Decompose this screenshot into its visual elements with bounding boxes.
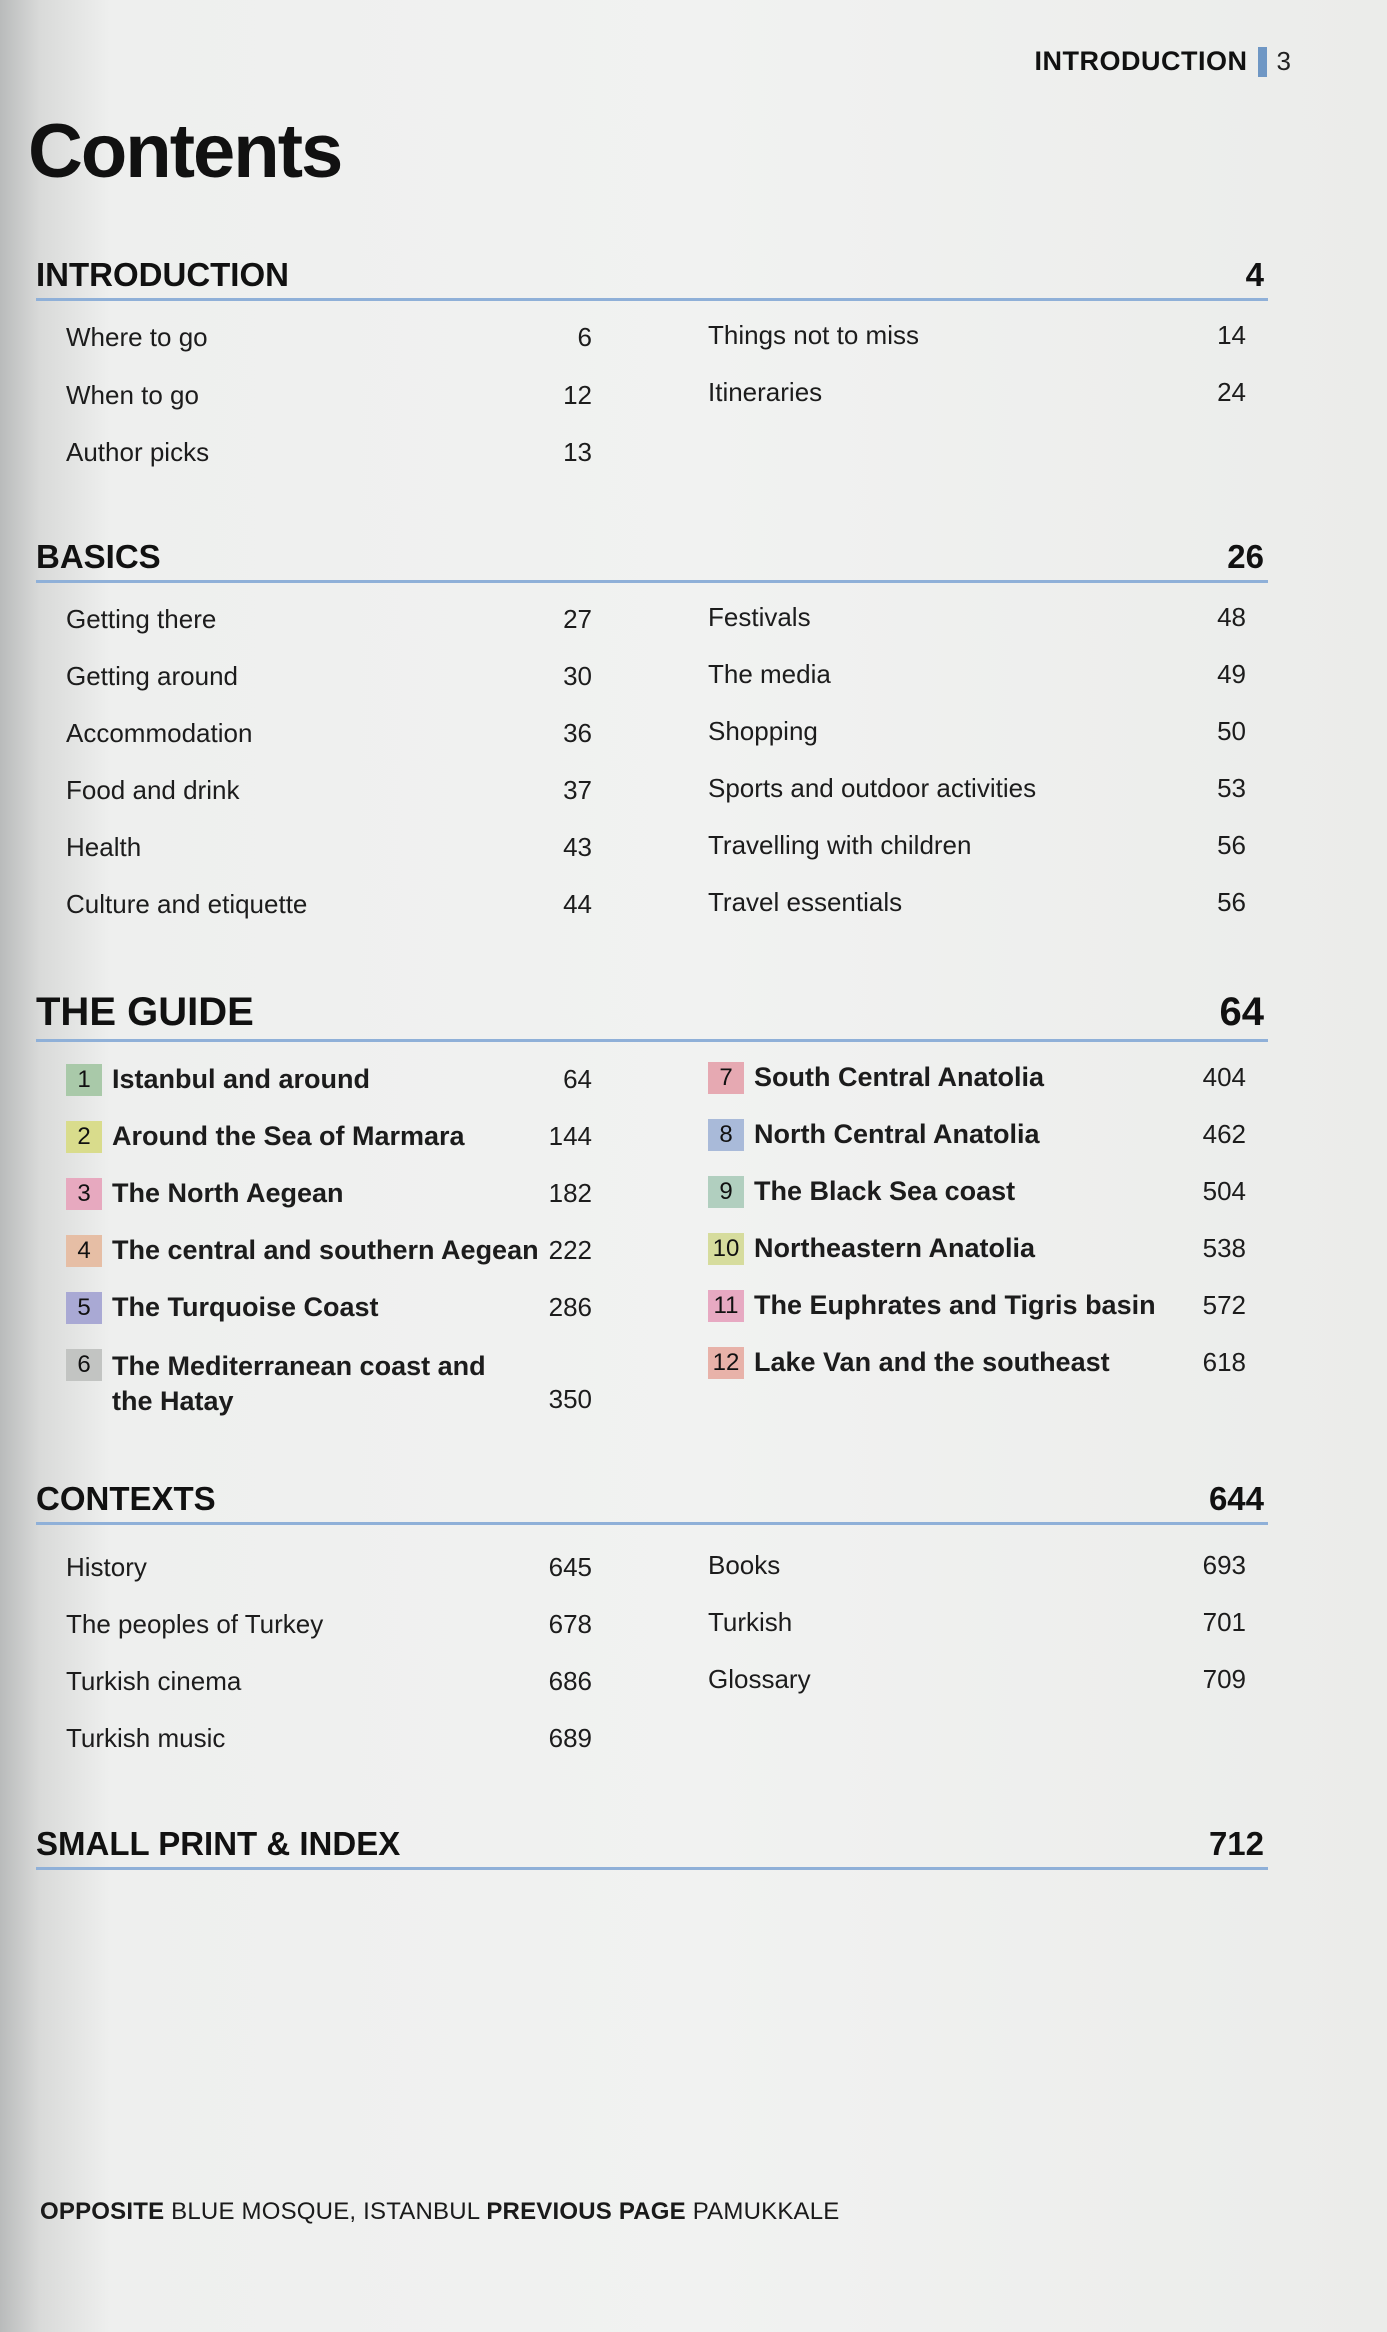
entry-page: 50 xyxy=(1217,716,1246,746)
entry-page: 48 xyxy=(1217,602,1246,632)
photo-credits-caption xyxy=(40,2198,840,2226)
page-title: Contents xyxy=(28,109,342,194)
toc-entry[interactable] xyxy=(66,1552,592,1583)
section-label: BASICS xyxy=(36,538,161,575)
chapter-title: The Black Sea coast xyxy=(754,1176,1016,1206)
guide-chapter[interactable] xyxy=(66,1349,592,1419)
entry-page: 689 xyxy=(548,1723,592,1753)
chapter-number-badge: 9 xyxy=(708,1176,744,1208)
chapter-number-badge: 6 xyxy=(66,1349,102,1381)
section-page: 712 xyxy=(1208,1825,1264,1862)
entry-title: Culture and etiquette xyxy=(66,889,308,919)
section-label: SMALL PRINT & INDEX xyxy=(36,1825,401,1862)
chapter-title: Lake Van and the southeast xyxy=(754,1347,1110,1377)
entry-page: 56 xyxy=(1217,887,1246,917)
guide-chapter[interactable] xyxy=(66,1178,592,1210)
entry-title: Glossary xyxy=(708,1664,811,1694)
toc-entry[interactable] xyxy=(66,661,592,692)
entry-page: 37 xyxy=(563,775,592,805)
section-label: INTRODUCTION xyxy=(36,256,289,293)
chapter-title: North Central Anatolia xyxy=(754,1119,1040,1149)
toc-entry[interactable] xyxy=(708,1664,1246,1695)
chapter-page: 572 xyxy=(1202,1290,1246,1320)
section-page: 4 xyxy=(1245,256,1264,293)
entry-page: 12 xyxy=(563,380,592,410)
chapter-title: The Euphrates and Tigris basin xyxy=(754,1290,1156,1320)
guide-chapter[interactable] xyxy=(708,1347,1246,1379)
chapter-number-badge: 4 xyxy=(66,1235,102,1267)
entry-page: 678 xyxy=(548,1609,592,1639)
section-label: CONTEXTS xyxy=(36,1480,216,1517)
section-page: 644 xyxy=(1208,1480,1264,1517)
guide-chapter[interactable] xyxy=(66,1235,592,1267)
toc-entry[interactable] xyxy=(66,1666,592,1697)
caption-previous-text: PAMUKKALE xyxy=(692,2198,840,2225)
chapter-title: The Mediterranean coast and the Hatay xyxy=(112,1351,486,1416)
entry-page: 36 xyxy=(563,718,592,748)
entry-title: Turkish xyxy=(708,1607,793,1637)
toc-entry[interactable] xyxy=(708,716,1246,747)
entry-title: Getting around xyxy=(66,661,239,691)
chapter-page: 618 xyxy=(1202,1347,1246,1377)
entry-page: 645 xyxy=(548,1552,592,1582)
toc-entry[interactable] xyxy=(708,320,1246,351)
chapter-page: 404 xyxy=(1202,1062,1246,1092)
toc-entry[interactable] xyxy=(708,377,1246,408)
chapter-page: 462 xyxy=(1202,1119,1246,1149)
toc-entry[interactable] xyxy=(66,832,592,863)
toc-entry[interactable] xyxy=(66,1723,592,1754)
toc-entry[interactable] xyxy=(66,437,592,468)
entry-title: Author picks xyxy=(66,437,210,467)
chapter-title: South Central Anatolia xyxy=(754,1062,1045,1092)
toc-entry[interactable] xyxy=(708,887,1246,918)
chapter-number-badge: 2 xyxy=(66,1121,102,1153)
chapter-number-badge: 1 xyxy=(66,1064,102,1096)
guide-chapter[interactable] xyxy=(708,1290,1246,1322)
guide-chapter[interactable] xyxy=(66,1292,592,1324)
chapter-number-badge: 10 xyxy=(708,1233,744,1265)
entry-page: 43 xyxy=(563,832,592,862)
chapter-page: 222 xyxy=(548,1235,592,1265)
guide-chapter[interactable] xyxy=(66,1121,592,1153)
entry-title: Health xyxy=(66,832,142,862)
section-label: THE GUIDE xyxy=(36,990,254,1034)
chapter-page: 182 xyxy=(548,1178,592,1208)
entry-page: 30 xyxy=(563,661,592,691)
entry-page: 6 xyxy=(577,322,592,352)
section-page: 64 xyxy=(1219,990,1264,1034)
entry-title: Getting there xyxy=(66,604,217,634)
caption-opposite-label: OPPOSITE xyxy=(40,2198,165,2225)
section-basics[interactable] xyxy=(36,538,1268,583)
entry-title: Books xyxy=(708,1550,781,1580)
caption-opposite-text: BLUE MOSQUE, ISTANBUL xyxy=(171,2198,480,2225)
toc-entry[interactable] xyxy=(708,830,1246,861)
toc-entry[interactable] xyxy=(708,659,1246,690)
guide-chapter[interactable] xyxy=(66,1064,592,1096)
entry-page: 686 xyxy=(548,1666,592,1696)
entry-title: Shopping xyxy=(708,716,818,746)
chapter-title: Around the Sea of Marmara xyxy=(112,1121,465,1151)
entry-page: 13 xyxy=(563,437,592,467)
toc-entry[interactable] xyxy=(66,775,592,806)
entry-title: Things not to miss xyxy=(708,320,919,350)
guide-chapter[interactable] xyxy=(708,1176,1246,1208)
toc-entry[interactable] xyxy=(66,380,592,411)
running-head-section: INTRODUCTION xyxy=(1034,46,1248,76)
chapter-page: 286 xyxy=(548,1292,592,1322)
chapter-number-badge: 3 xyxy=(66,1178,102,1210)
entry-title: The media xyxy=(708,659,831,689)
chapter-page: 64 xyxy=(563,1064,592,1094)
toc-entry[interactable] xyxy=(66,889,592,920)
entry-title: Travel essentials xyxy=(708,887,903,917)
entry-title: Itineraries xyxy=(708,377,823,407)
entry-page: 709 xyxy=(1202,1664,1246,1694)
chapter-page: 538 xyxy=(1202,1233,1246,1263)
section-contexts[interactable] xyxy=(36,1480,1268,1525)
entry-title: When to go xyxy=(66,380,199,410)
entry-title: Where to go xyxy=(66,322,208,352)
chapter-number-badge: 8 xyxy=(708,1119,744,1151)
toc-entry[interactable] xyxy=(708,1607,1246,1638)
entry-title: Sports and outdoor activities xyxy=(708,773,1037,803)
entry-page: 701 xyxy=(1202,1607,1246,1637)
entry-title: Turkish cinema xyxy=(66,1666,242,1696)
chapter-number-badge: 5 xyxy=(66,1292,102,1324)
entry-title: Turkish music xyxy=(66,1723,226,1753)
toc-entry[interactable] xyxy=(66,718,592,749)
chapter-number-badge: 12 xyxy=(708,1347,744,1379)
guide-chapter[interactable] xyxy=(708,1062,1246,1094)
chapter-number-badge: 7 xyxy=(708,1062,744,1094)
entry-title: Food and drink xyxy=(66,775,240,805)
entry-page: 14 xyxy=(1217,320,1246,350)
caption-previous-label: PREVIOUS PAGE xyxy=(486,2198,686,2225)
entry-page: 49 xyxy=(1217,659,1246,689)
page-number: 3 xyxy=(1276,46,1291,76)
toc-entry[interactable] xyxy=(708,1550,1246,1581)
section-introduction[interactable] xyxy=(36,256,1268,301)
chapter-page: 144 xyxy=(548,1121,592,1151)
entry-page: 56 xyxy=(1217,830,1246,860)
toc-entry[interactable] xyxy=(66,604,592,635)
entry-title: Travelling with children xyxy=(708,830,972,860)
chapter-title: Northeastern Anatolia xyxy=(754,1233,1036,1263)
entry-page: 24 xyxy=(1217,377,1246,407)
entry-title: Festivals xyxy=(708,602,811,632)
toc-entry[interactable] xyxy=(66,1609,592,1640)
entry-title: History xyxy=(66,1552,147,1582)
entry-title: The peoples of Turkey xyxy=(66,1609,324,1639)
section-small-print-index[interactable] xyxy=(36,1825,1268,1870)
entry-title: Accommodation xyxy=(66,718,253,748)
entry-page: 27 xyxy=(563,604,592,634)
toc-entry[interactable] xyxy=(708,602,1246,633)
chapter-page: 504 xyxy=(1202,1176,1246,1206)
chapter-title: Istanbul and around xyxy=(112,1064,371,1094)
chapter-number-badge: 11 xyxy=(708,1290,744,1322)
chapter-title: The North Aegean xyxy=(112,1178,344,1208)
guide-chapter[interactable] xyxy=(708,1233,1246,1265)
entry-page: 693 xyxy=(1202,1550,1246,1580)
section-page: 26 xyxy=(1227,538,1264,575)
section-the-guide[interactable] xyxy=(36,990,1268,1042)
chapter-title: The Turquoise Coast xyxy=(112,1292,379,1322)
guide-chapter[interactable] xyxy=(708,1119,1246,1151)
toc-entry[interactable] xyxy=(66,322,592,353)
chapter-title: The central and southern Aegean xyxy=(112,1235,539,1265)
entry-page: 53 xyxy=(1217,773,1246,803)
chapter-page: 350 xyxy=(548,1384,592,1414)
entry-page: 44 xyxy=(563,889,592,919)
toc-entry[interactable] xyxy=(708,773,1246,804)
